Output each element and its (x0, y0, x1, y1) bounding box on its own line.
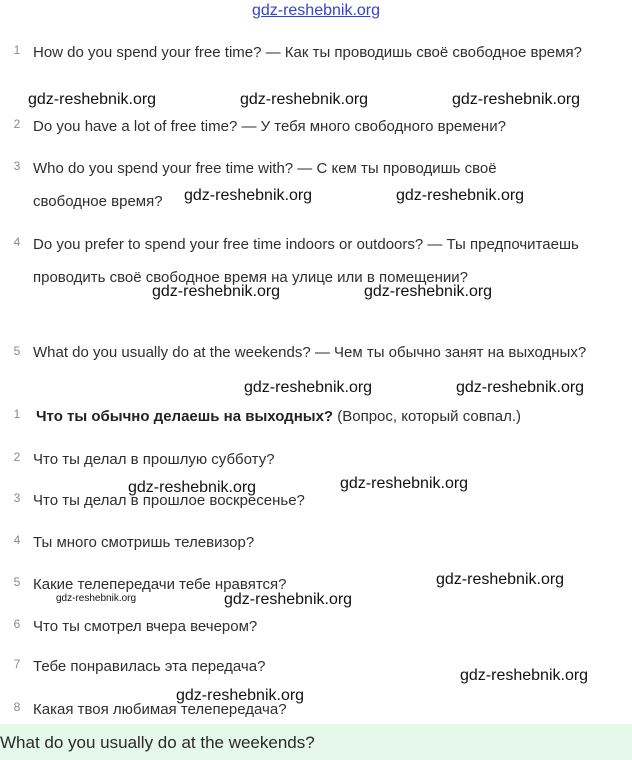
watermark: gdz-reshebnik.org (456, 379, 585, 396)
question-text: What do you usually do at the weekends? — Чем ты обычно занят на выходных? (33, 344, 587, 361)
watermark: gdz-reshebnik.org (184, 187, 313, 204)
question-text: Do you prefer to spend your free time indoors or outdoors? — Ты предпочитаешь проводить своё свободное время на улице или в помещении? (33, 236, 579, 286)
answer-text: Что ты смотрел вчера вечером? (33, 618, 258, 635)
question-number: 1 (13, 43, 21, 57)
watermark: gdz-reshebnik.org (128, 479, 257, 496)
site-header-link[interactable]: gdz-reshebnik.org (251, 2, 381, 19)
watermark: gdz-reshebnik.org (452, 91, 581, 108)
answer-number: 6 (13, 617, 21, 631)
question-number: 4 (13, 235, 21, 249)
question-number: 5 (13, 344, 21, 358)
answer-text: Что ты делал в прошлую субботу? (33, 451, 275, 468)
watermark: gdz-reshebnik.org (460, 667, 589, 684)
answer-text: Какая твоя любимая телепередача? (33, 701, 287, 718)
highlighted-question-bar (0, 724, 632, 760)
watermark: gdz-reshebnik.org (340, 475, 469, 492)
watermark: gdz-reshebnik.org (436, 571, 565, 588)
watermark: gdz-reshebnik.org (28, 91, 157, 108)
answer-note: (Вопрос, который совпал.) (333, 408, 522, 425)
watermark-small: gdz-reshebnik.org (56, 593, 137, 604)
question-text: Who do you spend your free time with? — С кем ты проводишь своё свободное время? (33, 160, 497, 210)
watermark: gdz-reshebnik.org (396, 187, 525, 204)
answer-text: Ты много смотришь телевизор? (33, 534, 255, 551)
question-number: 3 (13, 159, 21, 173)
answer-number: 1 (13, 407, 21, 421)
answer-number: 3 (13, 491, 21, 505)
watermark: gdz-reshebnik.org (152, 283, 281, 300)
answer-bold-text: Что ты обычно делаешь на выходных? (36, 408, 334, 425)
answer-text: Какие телепередачи тебе нравятся? (33, 576, 287, 593)
answer-number: 5 (13, 575, 21, 589)
watermark: gdz-reshebnik.org (244, 379, 373, 396)
answer-text: Что ты делал в прошлое воскресенье? (33, 492, 305, 509)
answer-text: Тебе понравилась эта передача? (33, 658, 266, 675)
highlighted-question-text: What do you usually do at the weekends? (0, 733, 315, 752)
answer-number: 8 (13, 700, 21, 714)
question-text: Do you have a lot of free time? — У тебя много свободного времени? (33, 118, 506, 135)
question-number: 2 (13, 117, 21, 131)
question-text: How do you spend your free time? — Как ты проводишь своё свободное время? (33, 44, 582, 61)
answer-number: 4 (13, 533, 21, 547)
watermark: gdz-reshebnik.org (176, 687, 305, 704)
answer-number: 7 (13, 657, 21, 671)
watermark: gdz-reshebnik.org (364, 283, 493, 300)
watermark: gdz-reshebnik.org (224, 591, 353, 608)
answer-number: 2 (13, 450, 21, 464)
watermark: gdz-reshebnik.org (240, 91, 369, 108)
answer-text (36, 402, 616, 431)
